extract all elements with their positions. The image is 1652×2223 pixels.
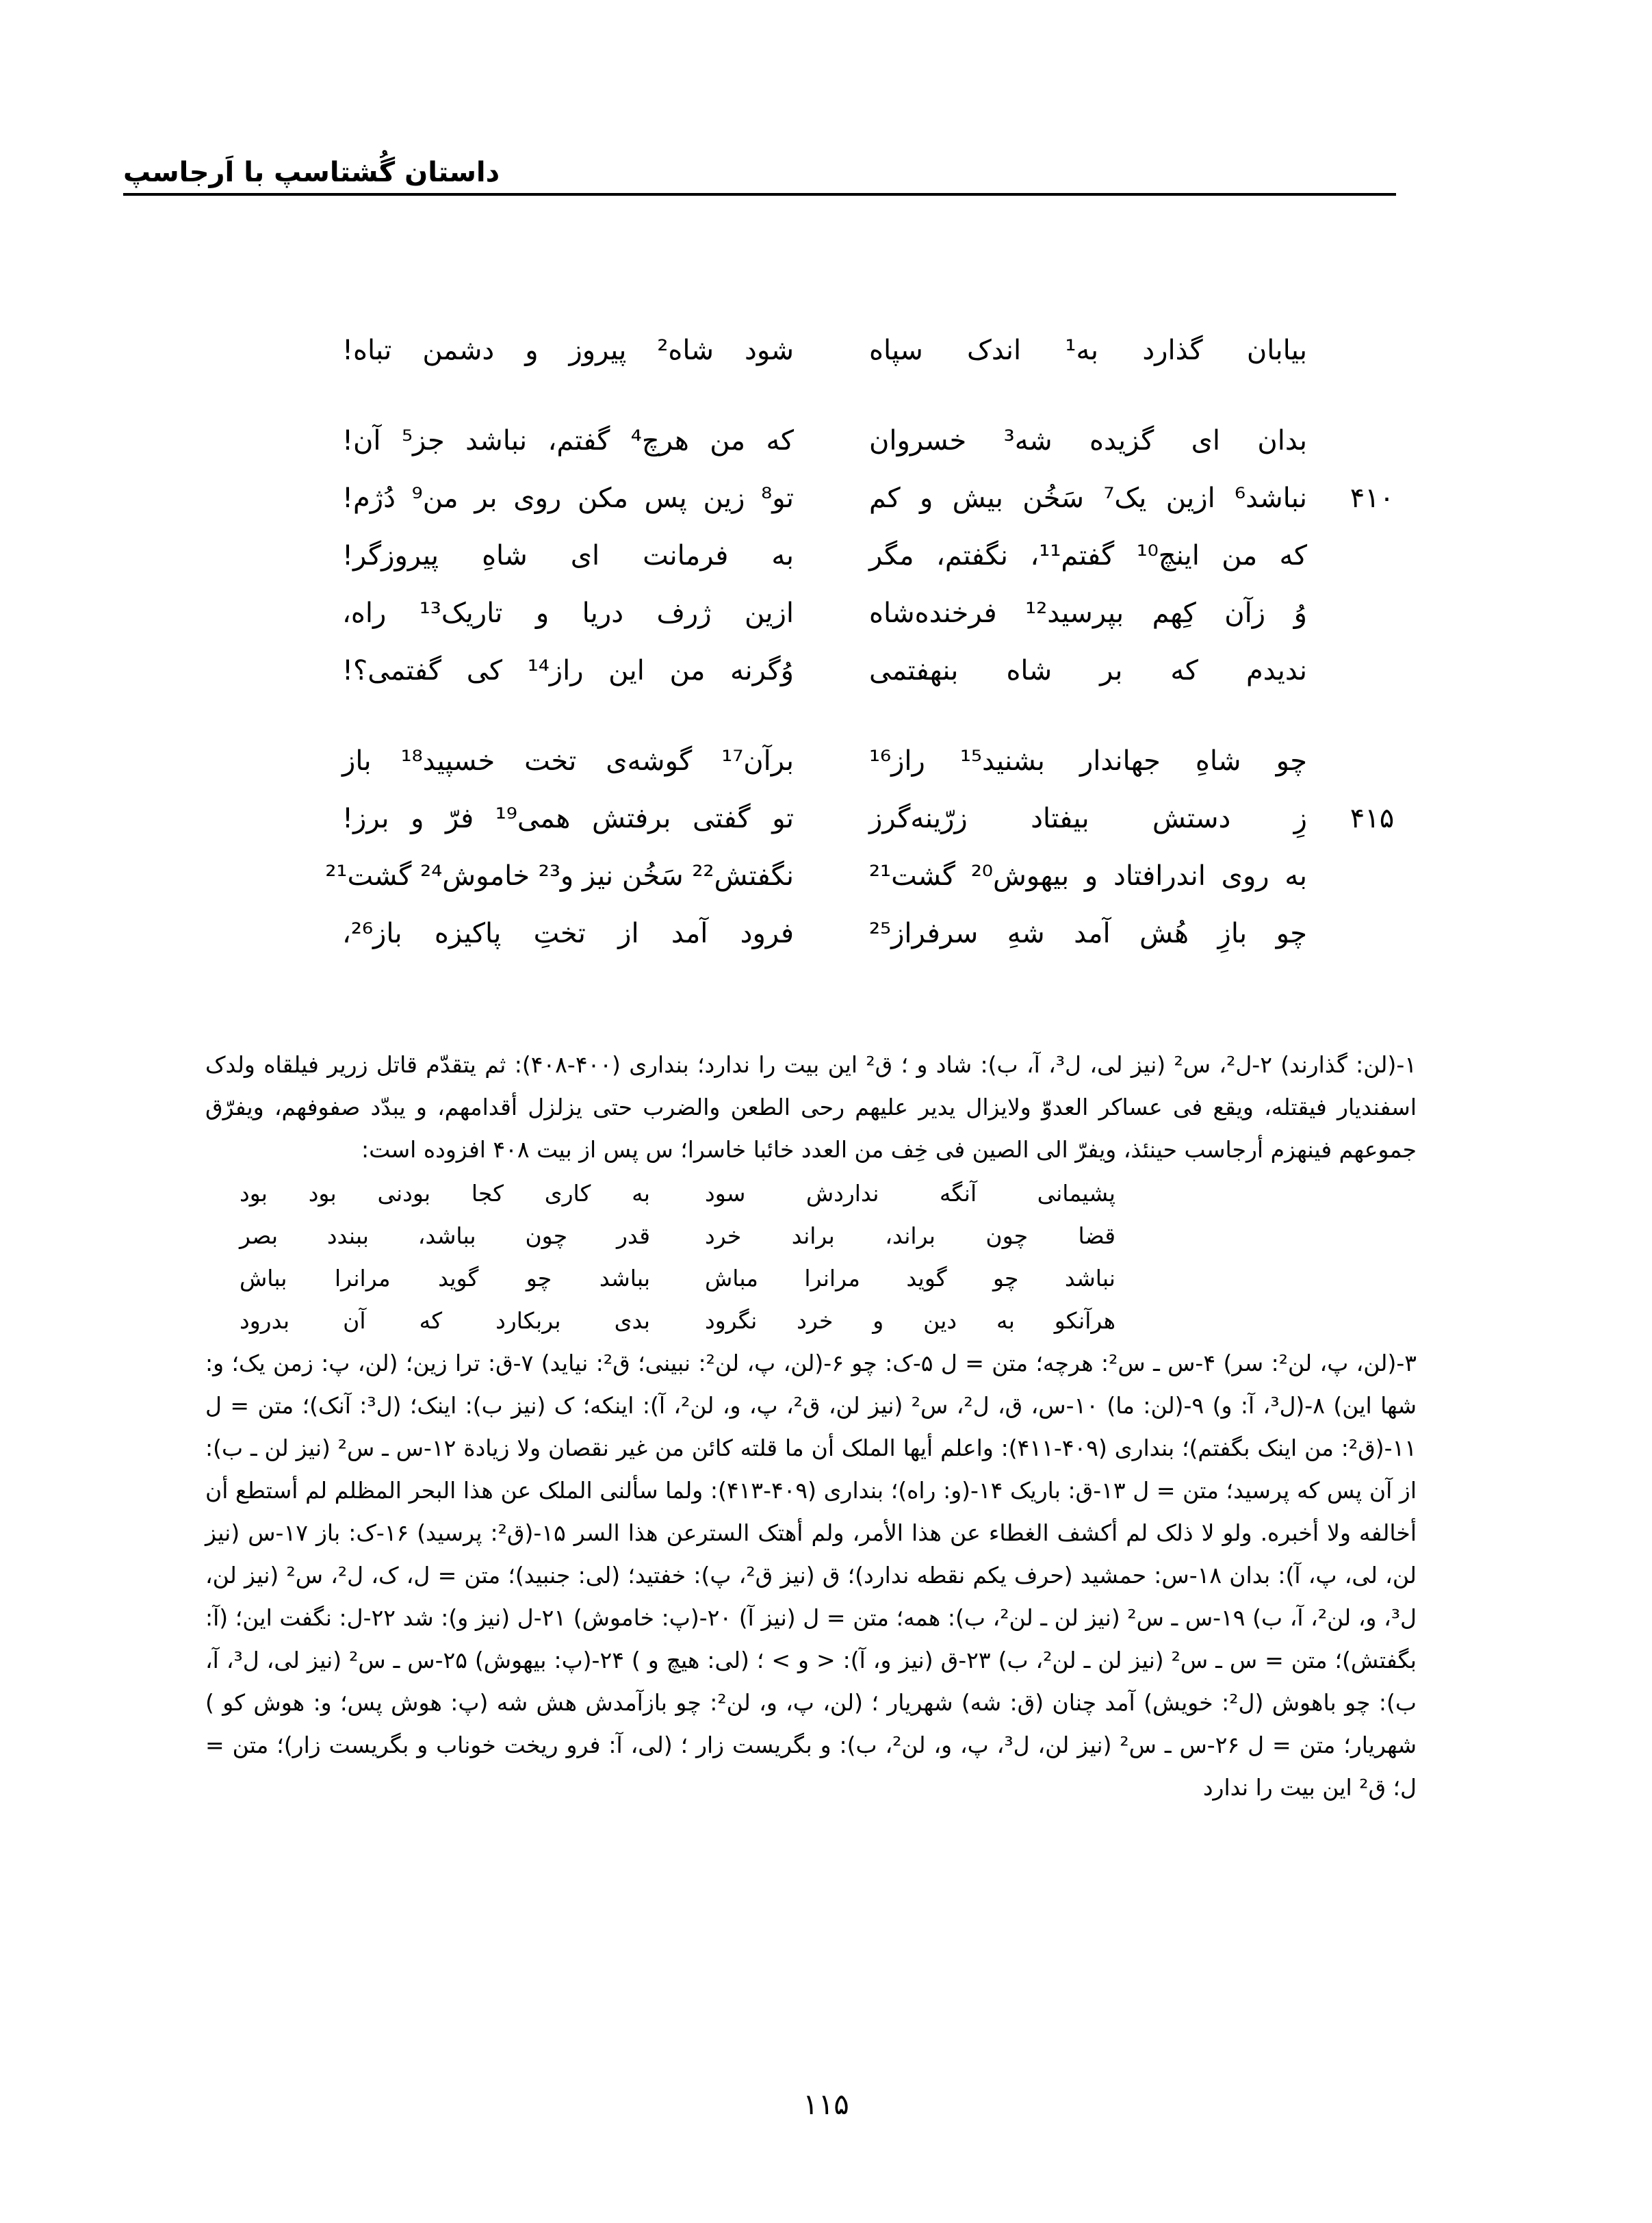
hemistich-first: که من اینچ¹⁰ گفتم¹¹، نگفتم، مگر xyxy=(869,540,1308,571)
hemistich-second: فرود آمد از تختِ پاکیزه باز²⁶، xyxy=(342,918,794,949)
stanza xyxy=(205,412,1410,699)
stanza xyxy=(205,732,1410,962)
hemistich-second: وُگرنه من این راز¹⁴ کی گفتمی؟! xyxy=(342,655,795,686)
couplet xyxy=(205,412,1410,470)
hemistich-first: بدان ای گزیده شه³ خسروان xyxy=(869,425,1308,457)
inserted-couplet xyxy=(205,1257,1266,1300)
running-title: داستان گُشتاسپ با اَرجاسپ xyxy=(123,157,500,188)
hemistich-first: چو شاهِ جهاندار بشنید¹⁵ راز¹⁶ xyxy=(869,745,1307,777)
inserted-couplet xyxy=(205,1215,1266,1257)
inserted-hemistich-second: قدر چون بباشد، ببندد بصر xyxy=(240,1222,650,1249)
inserted-couplet xyxy=(205,1300,1266,1342)
couplet xyxy=(205,470,1410,527)
couplet xyxy=(205,322,1410,379)
couplet xyxy=(205,847,1410,905)
inserted-hemistich-second: بدی بربکارد که آن بدرود xyxy=(240,1307,650,1334)
hemistich-second: شود شاه² پیروز و دشمن تباه! xyxy=(342,335,794,366)
verse-number: ۴۱۰ xyxy=(1350,483,1395,514)
stanza xyxy=(205,322,1410,379)
couplet xyxy=(205,642,1410,699)
hemistich-second: نگفتش²² سَخُن نیز و²³ خاموش²⁴ گشت²¹ xyxy=(325,860,794,892)
footnote-block-1-2: ۱-(لن: گذارند) ۲-ل²، س² (نیز لی، ل³، آ، ب): شاد و ؛ ق² این بیت را ندارد؛ بنداری (۴۰۰-۴۰۸): ثم یتقدّم قاتل زریر فیلقاه ولدک اسفندیار فیقتله، ویقع فی عساکر العدوّ ولایزال یدیر علیهم رحی الطعن والضرب حتی یزلزل أقدامهم، و یبدّد صفوفهم، ویفرّق جموعهم فینهزم أرجاسب حینئذ، ویفرّ الی الصین فی خِف من العدد خائبا خاسرا؛ س پس از بیت ۴۰۸ افزوده است: xyxy=(205,1051,1417,1163)
critical-apparatus-footnotes xyxy=(205,1044,1417,1809)
page-number: ۱۱۵ xyxy=(803,2087,849,2121)
hemistich-first: چو بازِ هُش آمد شهِ سرفراز²⁵ xyxy=(869,918,1307,949)
hemistich-first: بیابان گذارد به¹ اندک سپاه xyxy=(869,335,1307,366)
header-rule xyxy=(123,193,1396,196)
inserted-couplet xyxy=(205,1172,1266,1215)
couplet xyxy=(205,790,1410,847)
poem-verses xyxy=(205,322,1410,995)
hemistich-first: ندیدم که بر شاه بنهفتمی xyxy=(869,655,1307,686)
inserted-hemistich-second: بباشد چو گوید مرانرا بباش xyxy=(240,1265,650,1292)
verse-number: ۴۱۵ xyxy=(1350,803,1395,834)
inserted-verses xyxy=(205,1172,1417,1342)
couplet xyxy=(205,584,1410,642)
couplet xyxy=(205,905,1410,962)
inserted-hemistich-first: قضا چون براند، براند خرد xyxy=(705,1222,1115,1249)
inserted-hemistich-first: پشیمانی آنگه نداردش سود xyxy=(705,1180,1115,1207)
inserted-hemistich-second: به کاری کجا بودنی بود بود xyxy=(240,1180,650,1207)
inserted-hemistich-first: هرآنکو به دین و خرد نگرود xyxy=(705,1307,1115,1334)
hemistich-first: به روی اندرافتاد و بیهوش²⁰ گشت²¹ xyxy=(869,860,1307,892)
inserted-hemistich-first: نباشد چو گوید مرانرا مباش xyxy=(705,1265,1115,1292)
hemistich-second: برآن¹⁷ گوشه‌ی تخت خسپید¹⁸ باز xyxy=(342,745,794,777)
hemistich-second: تو گفتی برفتش همی¹⁹ فرّ و برز! xyxy=(342,803,794,834)
hemistich-second: که من هرچ⁴ گفتم، نباشد جز⁵ آن! xyxy=(342,425,794,457)
running-header xyxy=(123,152,1396,200)
hemistich-second: به فرمانت ای شاهِ پیروزگر! xyxy=(342,540,794,571)
hemistich-first: وُ زآن کِهم بپرسید¹² فرخنده‌شاه xyxy=(869,597,1307,629)
hemistich-first: زِ دستش بیفتاد زرّینه‌گرز xyxy=(869,803,1307,834)
couplet xyxy=(205,527,1410,584)
hemistich-second: ازین ژرف دریا و تاریک¹³ راه، xyxy=(342,597,794,629)
couplet xyxy=(205,732,1410,790)
footnote-block-3-26: ۳-(لن، پ، لن²: سر) ۴-س ـ س²: هرچه؛ متن = ل ۵-ک: چو ۶-(لن، پ، لن²: نبینی؛ ق²: نیاید) ۷-ق: ترا زین؛ (لن، پ: زمن یک؛ و: شها این) ۸-(ل³، آ: و) ۹-(لن: ما) ۱۰-س، ق، ل²، س² (نیز لن، ق²، پ، و، لن²، آ): اینکه؛ ک (نیز ب): اینک؛ (ل³: آنک)؛ متن = ل ۱۱-(ق²: من اینک بگفتم)؛ بنداری (۴۰۹-۴۱۱): واعلم أیها الملک أن ما قلته کائن من غیر نقصان ولا زیادة ۱۲-س ـ س² (نیز لن ـ ب): از آن پس که پرسید؛ متن = ل ۱۳-ق: باریک ۱۴-(و: راه)؛ بنداری (۴۰۹-۴۱۳): ولما سألنی الملک عن هذا البحر المظلم لم أستطع أن أخالفه ولا أخبره. ولو لا ذلک لم أکشف الغطاء عن هذا الأمر، ولم أهتک السترعن هذا السر ۱۵-(ق²: پرسید) ۱۶-ک: باز ۱۷-س (نیز لن، لی، پ، آ): بدان ۱۸-س: حمشید (حرف یکم نقطه ندارد)؛ ق (نیز ق²، پ): خفتید؛ (لی: جنبید)؛ متن = ل، ک، ل²، س² (نیز لن، ل³، و، لن²، آ، ب) ۱۹-س ـ س² (نیز لن ـ لن²، ب): همه؛ متن = ل (نیز آ) ۲۰-(پ: خاموش) ۲۱-ل (نیز و): شد ۲۲-ل: نگفت این؛ (آ: بگفتش)؛ متن = س ـ س² (نیز لن ـ لن²، ب) ۲۳-ق (نیز و، آ): < و > ؛ (لی: هیچ و ) ۲۴-(پ: بیهوش) ۲۵-س ـ س² (نیز لی، ل³، آ، ب): چو باهوش (ل²: خویش) آمد چنان (ق: شه) شهریار ؛ (لن، پ، و، لن²: چو بازآمدش هش شه (پ: هوش پس؛ و: هوش کو ) شهریار؛ متن = ل ۲۶-س ـ س² (نیز لن، ل³، پ، و، لن²، ب): و بگریست زار ؛ (لی، آ: فرو ریخت خوناب و بگریست زار)؛ متن = ل؛ ق² این بیت را ندارد xyxy=(205,1350,1417,1801)
hemistich-second: تو⁸ زین پس مکن روی بر من⁹ دُژم! xyxy=(342,483,794,514)
hemistich-first: نباشد⁶ ازین یک⁷ سَخُن بیش و کم xyxy=(869,483,1307,514)
